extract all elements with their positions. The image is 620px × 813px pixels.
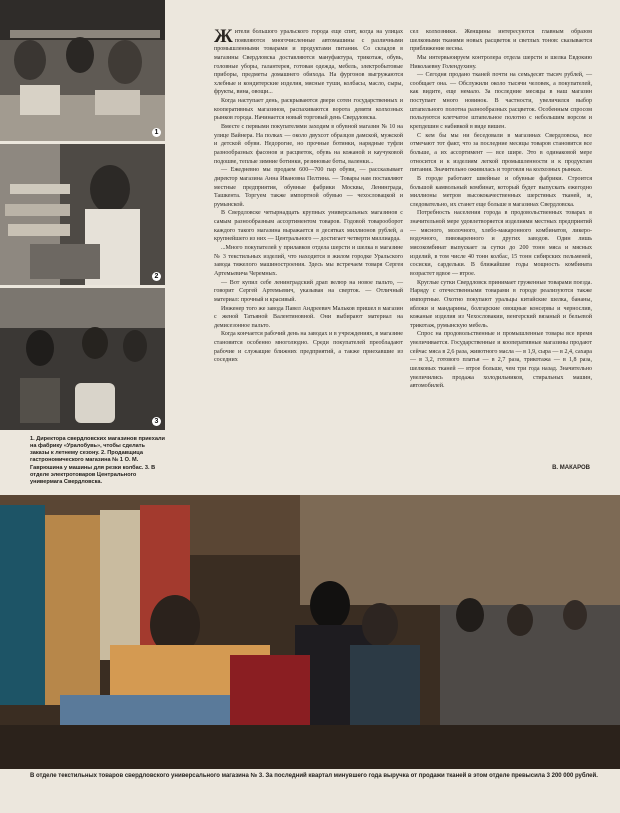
article-paragraph: — Вот купил себе ленинградский драп велюр на новое пальто, — говорит Сергей Артемьевич, указывая на сверток. — Отличный материал: прочный и красивый. — [214, 279, 403, 303]
article-paragraph: Вместе с первыми покупателями заходим в обувной магазин № 10 на улице Вайнера. На полках — около двухсот образцов дамской, мужской и детской обуви. Недорогие, но прочные ботинки, нарядные туфли разнообразных фасонов и расцветок, обувь на кожаной и каучуковой подошве, теплые зимние ботинки, резиновые боты, валенки... — [214, 124, 403, 165]
article-paragraph-text: ители большого уральского города еще спят, когда на улицах появляются многочисленные автомашины с различными промышленными товарами и продуктами питания. Со складов в магазины Свердловска доставляются мануфактура, трикотаж, обувь, головные уборы, галантерея, готовая одежда, мебель, электробытовые приборы, предметы домашнего обихода. На фургонов выгружаются хлебные и кондитерские изделия, мясные туши, колбасы, масло, сыры, фрукты, вина, овощи... — [214, 29, 403, 96]
article-paragraph: — Сегодня продано тканей почти на семьдесят тысяч рублей, — сообщает она. — Обслужили около тысячи человек, а покупателей, как видите, еще немало. За последние месяцы в наш магазин поступает много новинок. В частности, увеличился выбор штапельного полотна разнообразных расцветок. Особенным спросом пользуются клетчатое штапельное полотно с небольшим ворсом и крепдешин с набивкой в виде вишен. — [410, 72, 592, 131]
photo-number-badge: 1 — [152, 128, 161, 137]
article-paragraph: — Ежедневно мы продаем 600—700 пар обуви, — рассказывает директор магазина Анна Ивановна Пелтина. — Товары нам поставляют местные предприятия, обувные фабрики Москвы, Ленинграда, Ташкента. Торгуем также импортной обувью — чехословацкой и румынской. — [214, 167, 403, 208]
article-column-2 — [410, 28, 592, 391]
photo-directors-at-shoe-factory — [0, 0, 165, 141]
left-photo-captions: 1. Директора свердловских магазинов приехали на фабрику «Уралобувь», чтобы сделать заказы к летнему сезону. 2. Продавщица гастрономического магазина № 1 О. М. Гаврюшина у машины для резки колбас. 3. В отделе электротоваров Центрального универмага Свердловска. — [30, 436, 165, 485]
photo-textile-department — [0, 495, 620, 769]
drop-cap: Ж — [214, 26, 233, 47]
photo-number-badge: 2 — [152, 272, 161, 281]
article-paragraph: Когда кончается рабочий день на заводах и в учреждениях, в магазине становится особенно многолюдно. Среди покупателей преобладают рабочие и служащие ближних предприятий, а также приехавшие из соседних — [214, 331, 403, 364]
article-paragraph: Инженер того же завода Павел Андреевич Мальков пришел в магазин с женой Татьяной Валентиновной. Они выбирают материал на демисезонное пальто. — [214, 305, 403, 329]
article-paragraph: Потребность населения города в продовольственных товарах в значительной мере удовлетворяется изделиями местных предприятий — мясного, молочного, хлебо-макаронного комбинатов, ликеро-водочного, пивоваренного и других заводов. Один лишь мясокомбинат выпускает за сутки до 200 тонн мяса и мясных изделий, в том числе 40 тонн колбас, 15 тонн сибирских пельменей, сосиски, сардельки. В ближайшие годы мощность комбината возрастет вдвое — втрое. — [410, 210, 592, 277]
article-column-1 — [214, 28, 403, 365]
bottom-photo-caption: В отделе текстильных товаров свердловского универсального магазина № 3. За последний квартал минувшего года выручка от продажи тканей в этом отделе превысила 3 200 000 рублей. — [30, 773, 598, 779]
photo-number-badge: 3 — [152, 417, 161, 426]
article-paragraph: Спрос на продовольственные и промышленные товары все время увеличивается. Государственные и кооперативные магазины продают сейчас мяса в 2,6 раза, животного масла — в 1,9, сыра — в 2,4, сахара — в 3,2, готового платья — в 2,7 раза, трикотажа — в 1,8 раза, шелковых тканей — втрое больше, чем три года назад. Значительно увеличились продажа холодильников, стиральных машин, автомобилей. — [410, 331, 592, 390]
article-paragraph: ...Много покупателей у прилавков отдела шерсти и шелка в магазине № 3 текстильных изделий, что находится в жилом городке Уральского завода тяжелого машиностроения. Здесь мы встречаем товаря Сергея Артемьевича Черемных. — [214, 245, 403, 277]
article-paragraph — [214, 28, 403, 97]
article-paragraph: В Свердловске четырнадцать крупных универсальных магазинов с самым разнообразным ассортиментом товаров. Годовой товарооборот каждого такого магазина выражается в десятках миллионов рублей, а крупнейшего из них — Центрального — достигает четверти миллиарда. — [214, 210, 403, 243]
article-paragraph: Мы интервьюируем контролера отдела шерсти и шелка Евдокию Николаевну Голендухину. — [410, 54, 592, 70]
photo-electrical-goods-department — [0, 288, 165, 430]
author-signature: В. МАКАРОВ — [552, 465, 590, 471]
photo-sausage-cutting-machine — [0, 144, 165, 285]
article-paragraph: Круглые сутки Свердловск принимает груженные товарами поезда. Наряду с отечественными товарами в городе реализуются также импортные. Охотно покупают уральцы китайские шелка, бананы, яблоки и мандарины, болгарские овощные консервы и чернослив, кожаные изделия из Чехословакии, венгерский вязаный и бельевой трикотаж, румынскую мебель. — [410, 279, 592, 329]
article-paragraph: сел колхозники. Женщины интересуются главным образом шелковыми тканями новых расцветок и светлых тонов: сказывается приближение весны. — [410, 29, 592, 53]
article-paragraph: В городе работают швейные и обувные фабрики. Строится большой камвольный комбинат, который будет выпускать ежегодно миллионы метров высококачественных шерстяных тканей, и, следовательно, их станет еще больше в магазинах Свердловска. — [410, 175, 592, 208]
article-paragraph: С кем бы мы ни беседовали в магазинах Свердловска, все отмечают тот факт, что за последние месяцы товаров становится все больше, а их ассортимент — все шире. Это в одинаковой мере относится и к изделиям легкой промышленности и к продуктам питания. Значительно оживилась и торговля на колхозных рынках. — [410, 132, 592, 174]
article-paragraph: Когда наступает день, раскрываются двери сотен государственных и кооперативных магазинов, распахиваются ворота девяти колхозных рынков города. Начинается новый торговый день Свердловска. — [214, 98, 403, 122]
